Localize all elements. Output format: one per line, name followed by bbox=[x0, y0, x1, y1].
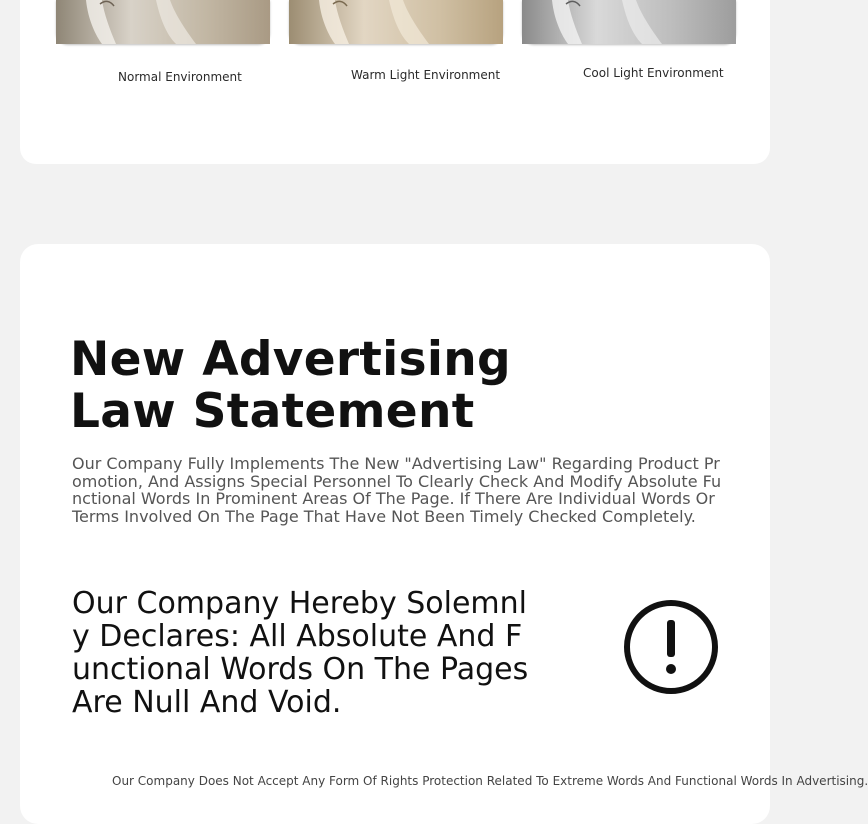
warm-light-environment-caption: Warm Light Environment bbox=[351, 68, 501, 82]
cool-light-environment-image bbox=[522, 0, 736, 44]
statement-paragraph: Our Company Fully Implements The New "Advertising Law" Regarding Product Promotion, And Assigns Special Personnel To Clearly Check And Modify Absolute Functional Words In Prominent Areas Of The Page. If There Are Individual Words Or Terms Involved On The Page That Have Not Been Timely Checked Completely. bbox=[72, 454, 722, 526]
normal-environment-caption: Normal Environment bbox=[118, 70, 242, 84]
normal-environment-image bbox=[56, 0, 270, 44]
warm-light-environment-image bbox=[289, 0, 503, 44]
cool-light-environment-caption: Cool Light Environment bbox=[583, 66, 724, 80]
advertising-law-card bbox=[20, 244, 770, 824]
statement-title: New Advertising Law Statement bbox=[70, 332, 511, 439]
footer-note: Our Company Does Not Accept Any Form Of Rights Protection Related To Extreme Words And Functional Words In Advertising. bbox=[112, 774, 868, 788]
declaration-text: Our Company Hereby Solemnly Declares: All Absolute And Functional Words On The Pages Are Null And Void. bbox=[72, 586, 529, 720]
exclamation-circle-icon bbox=[622, 598, 720, 696]
